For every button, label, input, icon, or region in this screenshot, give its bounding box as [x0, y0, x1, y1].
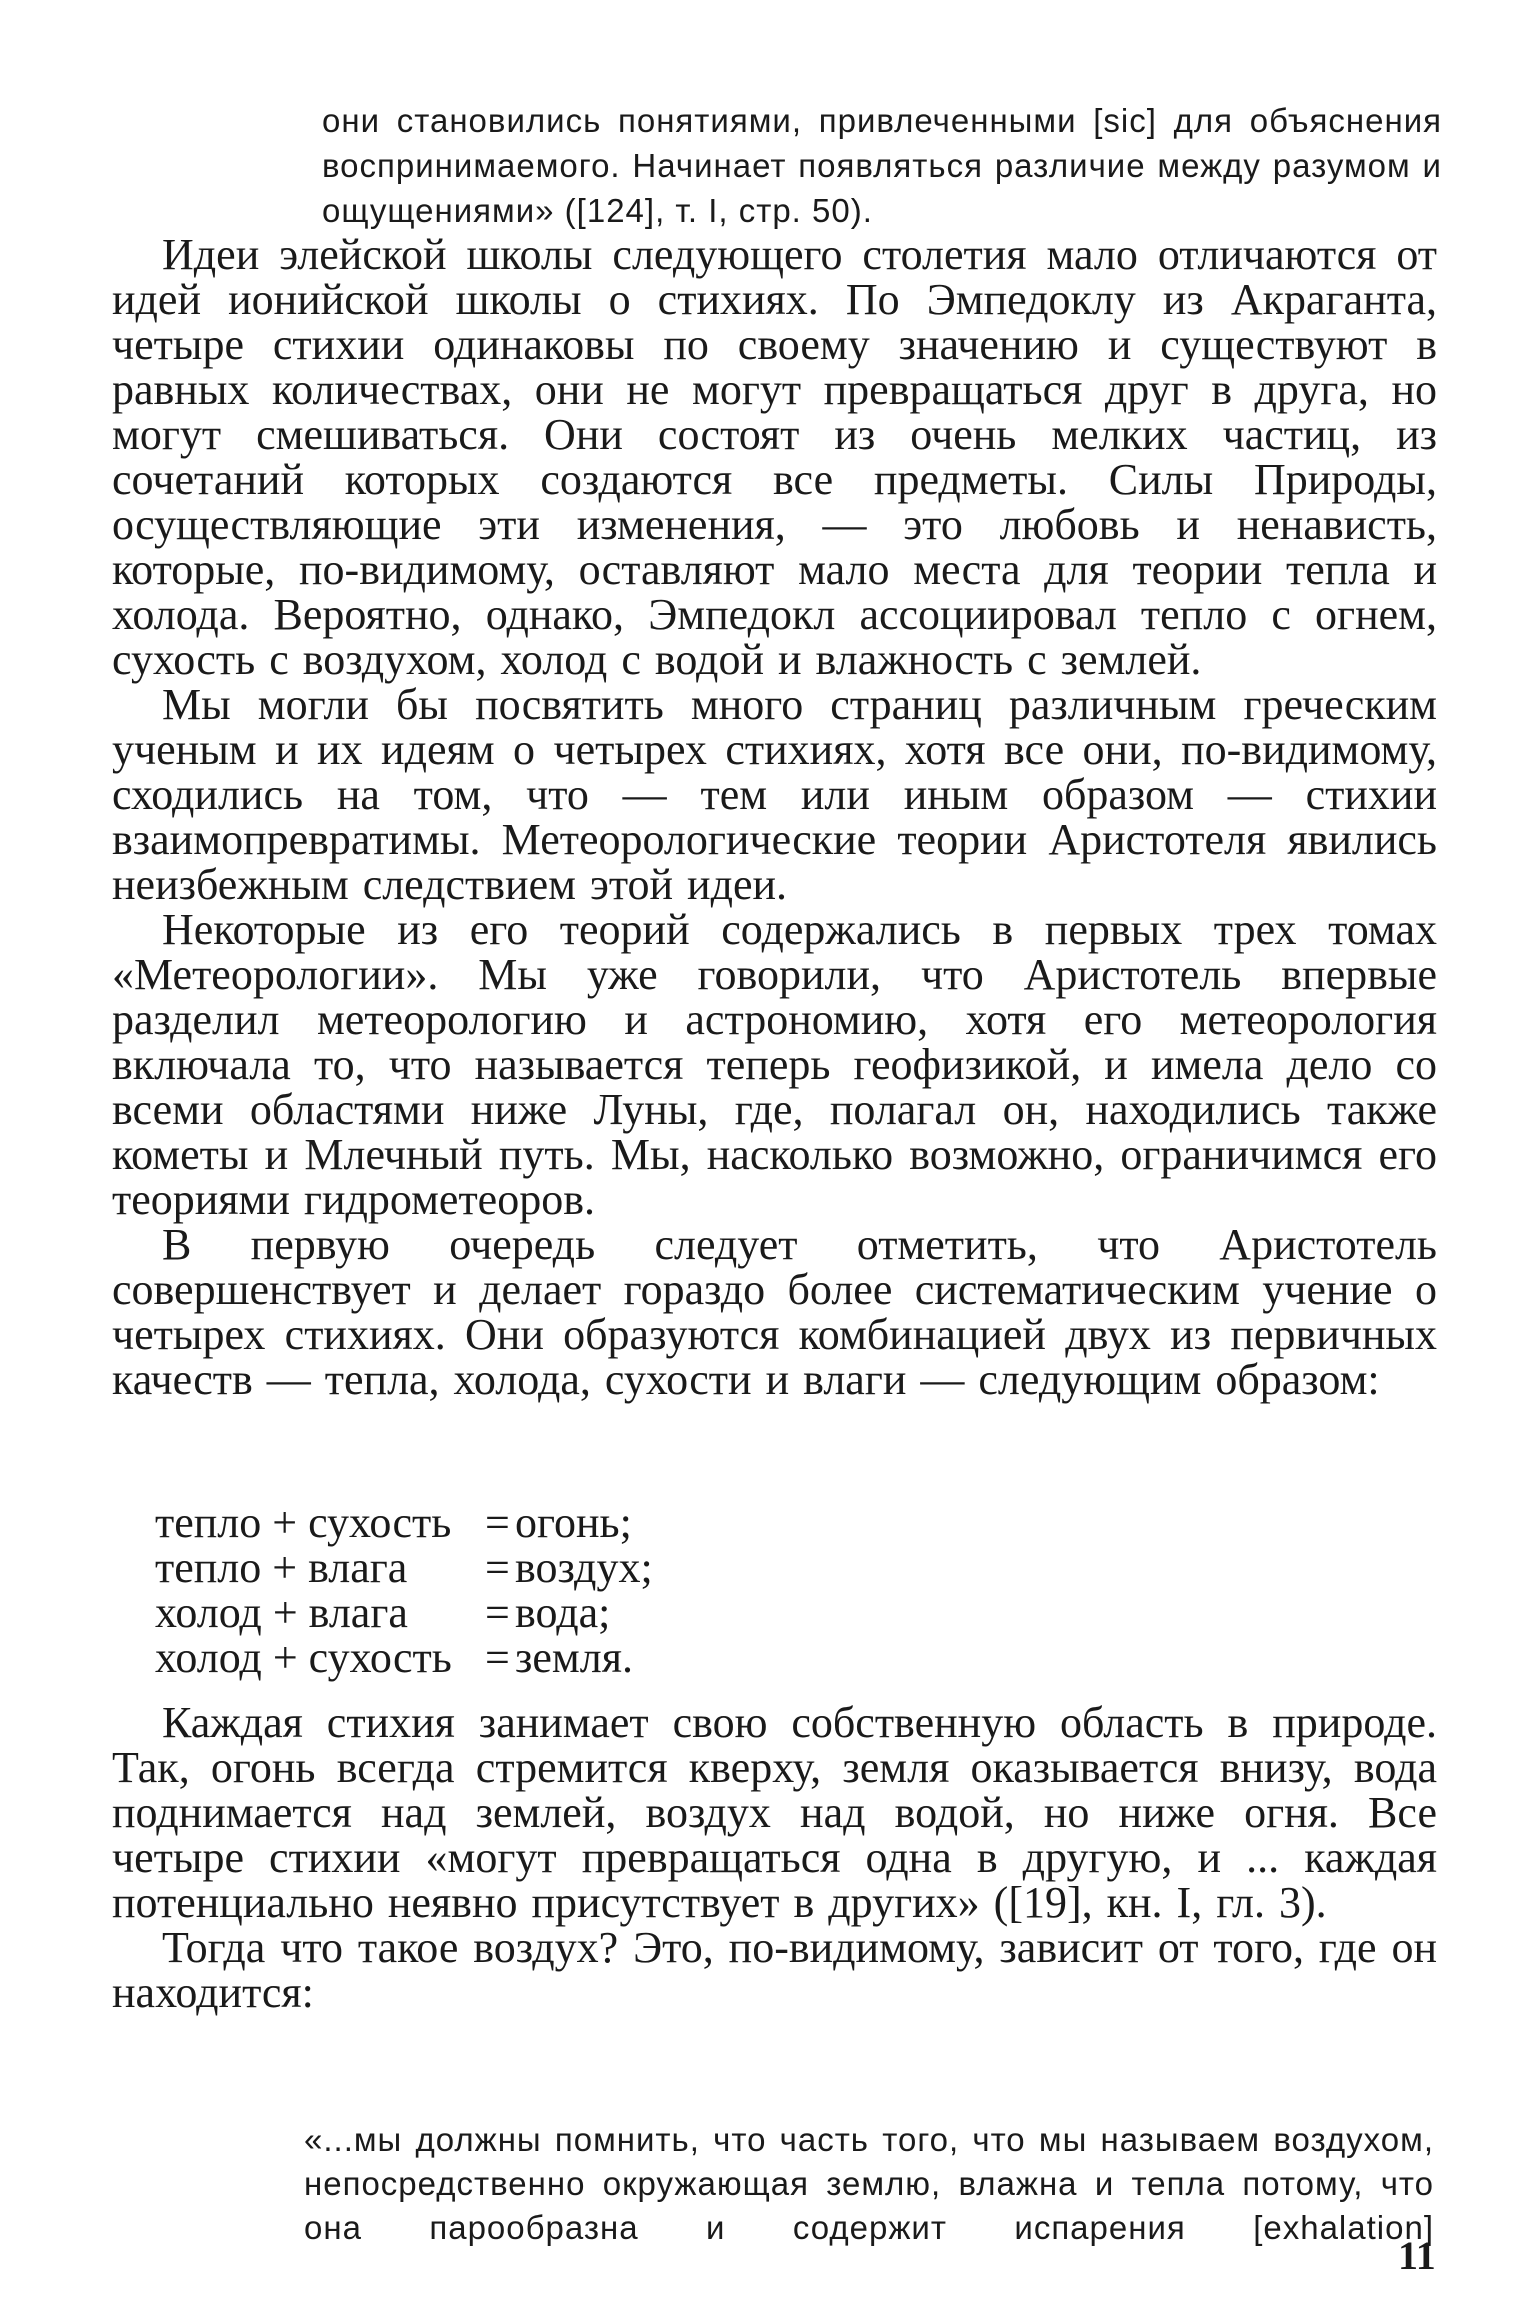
formula-right: воздух; [515, 1543, 653, 1592]
formula-equals: = [485, 1633, 510, 1682]
main-text-block-2 [112, 1700, 1437, 2015]
paragraph-element-regions: Каждая стихия занимает свою собственную область в природе. Так, огонь всегда стремится кверху, земля оказывается внизу, вода поднимается над землей, воздух над водой, но ниже огня. Все четыре стихии «могут превращаться одна в другую, и ... каждая потенциально неявно присутствует в других» ([19], кн. I, гл. 3). [112, 1698, 1437, 1927]
page-number: 11 [1398, 2233, 1436, 2278]
formula-equals: = [485, 1588, 510, 1637]
formula-right: земля. [515, 1633, 633, 1682]
formula-left: тепло + сухость [155, 1498, 452, 1547]
formula-right: огонь; [515, 1498, 632, 1547]
paragraph-four-elements: В первую очередь следует отметить, что Аристотель совершенствует и делает гораздо более систематическим учение о четырех стихиях. Они образуются комбинацией двух из первичных качеств — тепла, холода, сухости и влаги — следующим образом: [112, 1220, 1437, 1404]
quote-top-text: они становились понятиями, привлеченными [sic] для объяснения воспринимаемого. Начинает появляться различие между разумом и ощущениями» ([124], т. I, стр. 50). [322, 102, 1442, 229]
quote-continuation [322, 98, 1442, 233]
formula-left: холод + сухость [155, 1633, 452, 1682]
paragraph-what-is-air: Тогда что такое воздух? Это, по-видимому, зависит от того, где он находится: [112, 1923, 1437, 2017]
paragraph-greek-scholars: Мы могли бы посвятить много страниц различным греческим ученым и их идеям о четырех стихиях, хотя все они, по-видимому, сходились на том, что — тем или иным образом — стихии взаимопревратимы. Метеорологические теории Аристотеля явились неизбежным следствием этой идеи. [112, 680, 1437, 909]
paragraph-empedocles: Идеи элейской школы следующего столетия мало отличаются от идей ионийской школы о стихиях. По Эмпедоклу из Акраганта, четыре стихии одинаковы по своему значению и существуют в равных количествах, они не могут превращаться друг в друга, но могут смешиваться. Они состоят из очень мелких частиц, из сочетаний которых создаются все предметы. Силы Природы, осуществляющие эти изменения, — это любовь и ненависть, которые, по-видимому, оставляют мало места для теории тепла и холода. Вероятно, однако, Эмпедокл ассоциировал тепло с огнем, сухость с воздухом, холод с водой и влажность с землей. [112, 230, 1437, 684]
element-formulas [155, 1500, 765, 1680]
formula-row [155, 1500, 765, 1545]
formula-left: тепло + влага [155, 1543, 408, 1592]
formula-row [155, 1590, 765, 1635]
formula-equals: = [485, 1498, 510, 1547]
formula-row [155, 1635, 765, 1680]
formula-right: вода; [515, 1588, 611, 1637]
paragraph-meteorology: Некоторые из его теорий содержались в первых трех томах «Метеорологии». Мы уже говорили, что Аристотель впервые разделил метеорологию и астрономию, хотя его метеорология включала то, что называется теперь геофизикой, и имела дело со всеми областями ниже Луны, где, полагал он, находились также кометы и Млечный путь. Мы, насколько возможно, ограничимся его теориями гидрометеоров. [112, 905, 1437, 1224]
formula-row [155, 1545, 765, 1590]
formula-equals: = [485, 1543, 510, 1592]
quote-bottom-text: «...мы должны помнить, что часть того, что мы называем воздухом, непосредственно окружающая землю, влажна и тепла потому, что она парообразна и содержит испарения [exhalation] [304, 2121, 1434, 2246]
main-text-block-1 [112, 232, 1437, 1402]
quote-block [304, 2118, 1434, 2250]
formula-left: холод + влага [155, 1588, 408, 1637]
